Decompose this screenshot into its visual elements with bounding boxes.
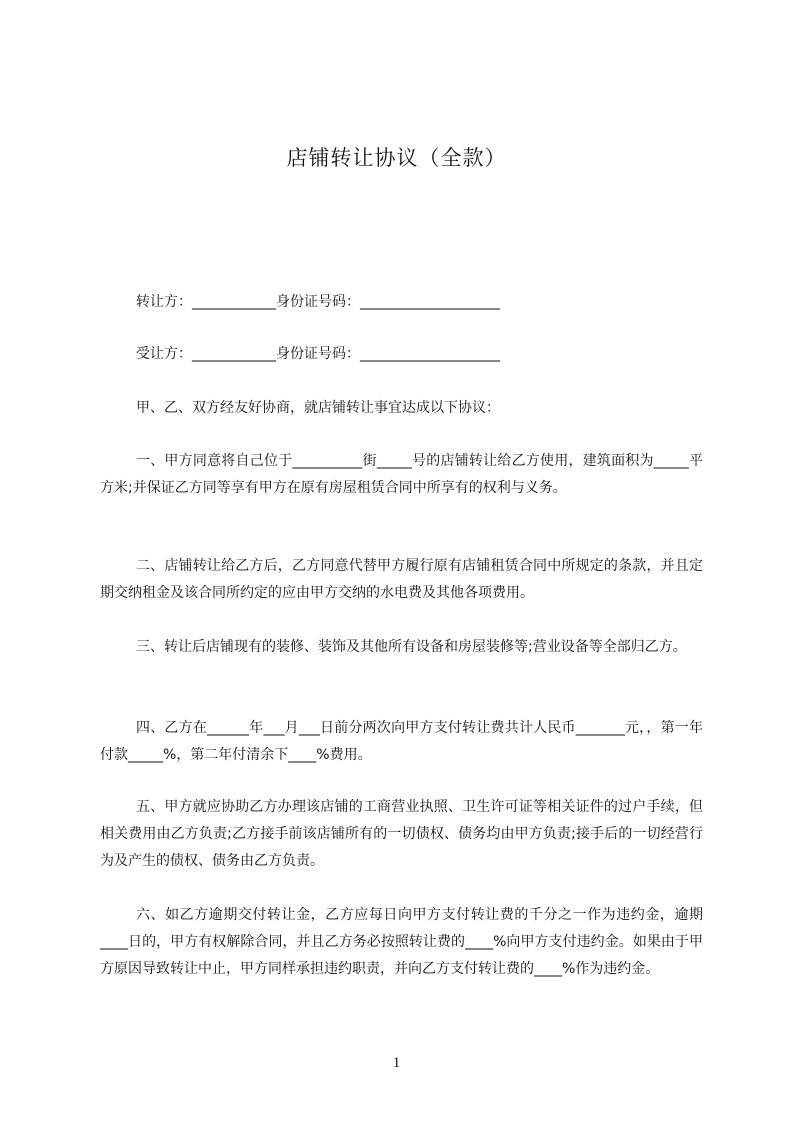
transferor-line: 转让方：____________身份证号码：____________________: [136, 294, 500, 310]
clause-5: 五、甲方就应协助乙方办理该店铺的工商营业执照、卫生许可证等相关证件的过户手续，但相关费用由乙方负责;乙方接手前该店铺所有的一切债权、债务均由甲方负责;接手后的一切经营行为及产生的债权、债务由乙方负责。: [100, 799, 703, 869]
transferee-line: 受让方：____________身份证号码：____________________: [136, 346, 500, 362]
document-title: 店铺转让协议（全款）: [286, 146, 507, 170]
clause-4: 四、乙方在______年___月___日前分两次向甲方支付转让费共计人民币_______元，，第一年付款_____%，第二年付清余下____%费用。: [100, 720, 703, 763]
intro-text: 甲、乙、双方经友好协商，就店铺转让事宜达成以下协议：: [136, 400, 500, 416]
clause-6: 六、如乙方逾期交付转让金，乙方应每日向甲方支付转让费的千分之一作为违约金，逾期____日的，甲方有权解除合同，并且乙方务必按照转让费的____%向甲方支付违约金。如果由于甲方原因导致转让中止，甲方同样承担违约职责，并向乙方支付转让费的____%作为违约金。: [100, 907, 703, 977]
clause-2: 二、店铺转让给乙方后，乙方同意代替甲方履行原有店铺租赁合同中所规定的条款，并且定期交纳租金及该合同所约定的应由甲方交纳的水电费及其他各项费用。: [100, 558, 703, 601]
clause-1: 一、甲方同意将自己位于__________街_____号的店铺转让给乙方使用，建筑面积为_____平方米;并保证乙方同等享有甲方在原有房屋租赁合同中所享有的权利与义务。: [100, 453, 703, 496]
clause-3: 三、转让后店铺现有的装修、装饰及其他所有设备和房屋装修等;营业设备等全部归乙方。: [136, 639, 687, 655]
page-number: 1: [392, 1055, 401, 1071]
